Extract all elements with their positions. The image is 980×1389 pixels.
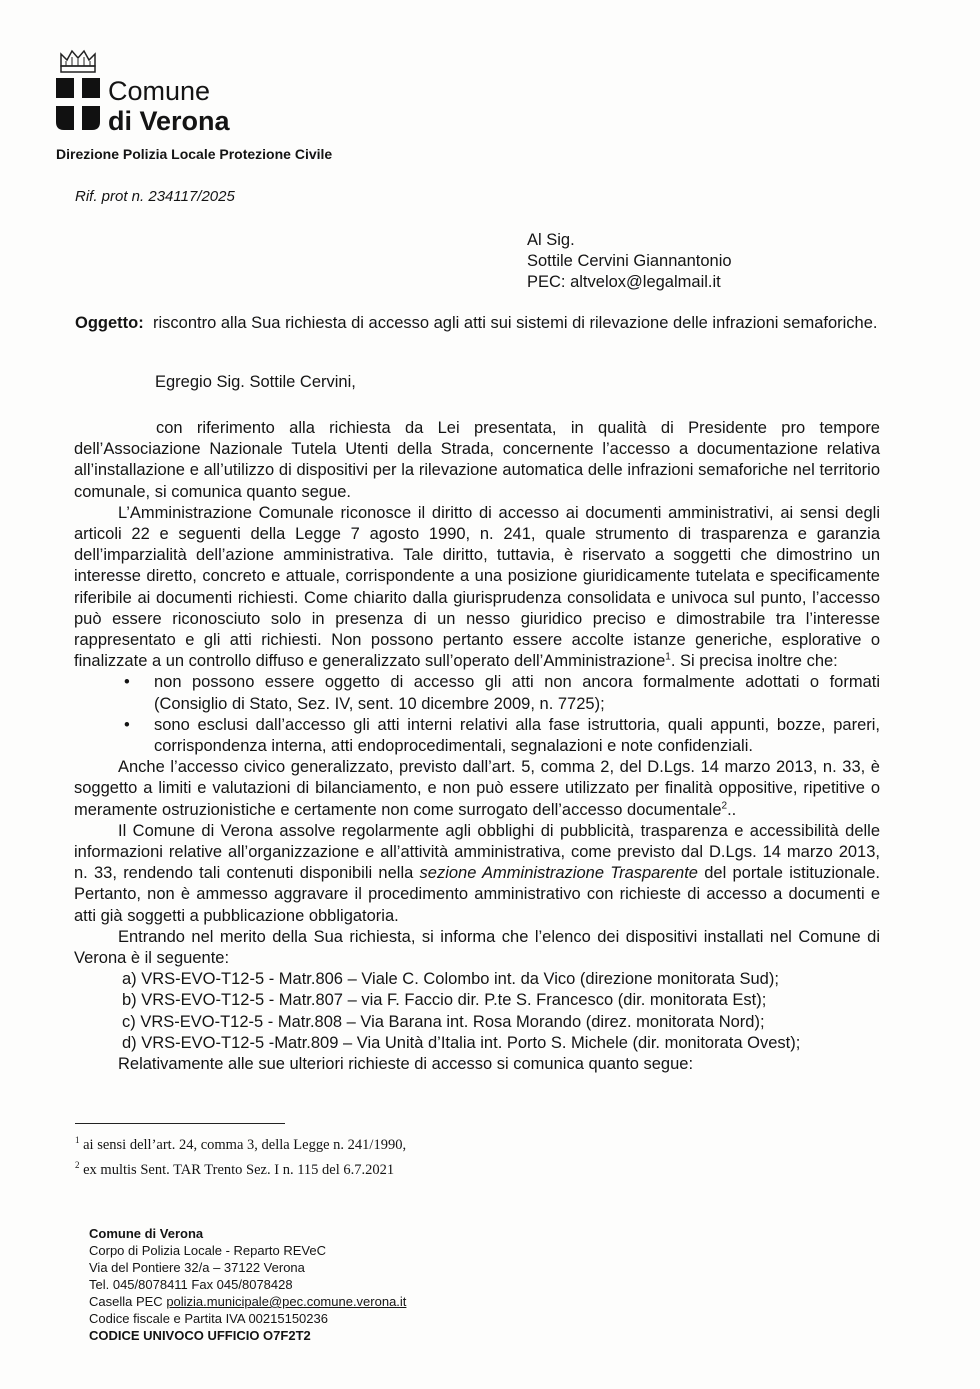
footer-phone: Tel. 045/8078411 Fax 045/8078428 [89,1277,293,1292]
footer-dept: Corpo di Polizia Locale - Reparto REVeC [89,1243,327,1258]
crown-icon [58,48,98,74]
footer-contacts [89,1225,406,1344]
recipient-name: Sottile Cervini Giannantonio [527,252,732,270]
devices-list [74,969,880,1054]
footnotes [75,1130,406,1180]
pec-email-link[interactable]: polizia.municipale@pec.comune.verona.it [166,1294,407,1309]
footnote-ref-1: 1 [665,651,671,663]
cross-shield-icon [56,78,100,130]
recipient-pec: PEC: altvelox@legalmail.it [527,273,721,291]
salutation: Egregio Sig. Sottile Cervini, [155,373,356,391]
footer-address: Via del Pontiere 32/a – 37122 Verona [89,1260,305,1275]
logo-comune: Comune [108,76,211,106]
footnote-divider [75,1123,285,1124]
footnote-ref-2: 2 [721,800,728,812]
footnote: $^1$ ai sensi dell’art. 24, comma 3, della Legge n. 241/1990, [75,1135,407,1153]
recipient-title: Al Sig. [527,231,575,249]
paragraph-5: Entrando nel merito della Sua richiesta, si informa che l’elenco dei dispositivi installati nel Comune di Verona è il seguente: [74,927,880,968]
footer-code: CODICE UNIVOCO UFFICIO O7F2T2 [89,1328,311,1343]
bullet-icon: • [124,673,130,692]
list-item: d) VRS-EVO-T12-5 -Matr.809 – Via Unità d’Italia int. Porto S. Michele (dir. monitorata Ovest); [122,1033,801,1052]
logo-di-verona: di Verona [108,106,230,136]
list-item: b) VRS-EVO-T12-5 - Matr.807 – via F. Faccio dir. P.te S. Francesco (dir. monitorata Est); [122,991,767,1010]
list-item: • non possono essere oggetto di accesso gli atti non ancora formalmente adottati o formati (Consiglio di Stato, Sez. IV, sent. 10 dicembre 2009, n. 7725); [124,673,880,713]
bullet-icon: • [124,715,130,734]
list-item: • sono esclusi dall’accesso gli atti interni relativi alla fase istruttoria, quali appunti, bozze, pareri, corrispondenza interna, atti endoprocedimentali, segnalazioni e note confidenziali. [124,715,880,756]
paragraph-1: con riferimento alla richiesta da Lei presentata, in qualità di Presidente pro tempore dell’Associazione Nazionale Tutela Utenti della Strada, concernente l’accesso a documentazione relativa all’installazione e all’utilizzo di dispositivi per la rilevazione automatica delle infrazioni semaforiche nel territorio comunale, si comunica quanto segue. [74,419,880,501]
recipient-block [527,230,732,293]
subject-block [75,313,881,334]
paragraph-2: L’Amministrazione Comunale riconosce il diritto di accesso ai documenti amministrativi, ai sensi degli articoli 22 e seguenti della Legge 7 agosto 1990, n. 241, quale strumento di trasparenza e garanzia dell’imparzialità dell’azione amministrativa. Tale diritto, tuttavia, è riservato a soggetti che dimostrino un interesse diretto, concreto e attuale, corrispondente a una posizione giuridicamente tutelata e specificamente riferibile ai documenti richiesti. Come chiarito dalla giurisprudenza consolidata e univoca sul punto, l’accesso può essere riconosciuto solo in presenza di un nesso giuridico preciso e dimostrabile tra l’interesse rappresentato e gli atti richiesti. Non possono pertanto essere accolte istanze generiche, esplorative o finalizzate a un controllo diffuso e generalizzato sull’operato dell’Amministrazione$^1$. Si precisa inoltre che: [74,503,880,671]
subject-label: Oggetto: [75,314,144,332]
comune-di-verona-logo [56,48,256,148]
exclusions-list [74,672,880,757]
footer-org: Comune di Verona [89,1226,204,1241]
protocol-reference: Rif. prot n. 234117/2025 [75,188,235,205]
list-item: a) VRS-EVO-T12-5 - Matr.806 – Viale C. Colombo int. da Vico (direzione monitorata Sud); [122,970,779,989]
subject-text: riscontro alla Sua richiesta di accesso agli atti sui sistemi di rilevazione delle infrazioni semaforiche. [153,314,878,332]
footer-tax: Codice fiscale e Partita IVA 00215150236 [89,1311,328,1326]
paragraph-6: Relativamente alle sue ulteriori richieste di accesso si comunica quanto segue: [118,1055,694,1074]
paragraph-4: Il Comune di Verona assolve regolarmente agli obblighi di pubblicità, trasparenza e accessibilità delle informazioni relative all’organizzazione e all’attività amministrativa, come previsto dal D.Lgs. 14 marzo 2013, n. 33, rendendo tali contenuti disponibili nella sezione Amministrazione Trasparente del portale istituzionale. Pertanto, non è ammesso aggravare il procedimento amministrativo con richieste di accesso a documenti e atti già soggetti a pubblicazione obbligatoria. [74,821,880,925]
footnote: $^2$ ex multis Sent. TAR Trento Sez. I n. 115 del 6.7.2021 [75,1159,395,1178]
letter-body [74,418,880,1075]
footer-pec: Casella PEC polizia.municipale@pec.comune.verona.it [89,1294,407,1309]
list-item: c) VRS-EVO-T12-5 - Matr.808 – Via Barana int. Rosa Morando (direz. monitorata Nord); [122,1012,765,1031]
paragraph-3: Anche l’accesso civico generalizzato, previsto dall’art. 5, comma 2, del D.Lgs. 14 marzo 2013, n. 33, è soggetto a limiti e valutazioni di bilanciamento, e non può essere utilizzato per finalità oppositive, ripetitive o meramente ostruzionistiche e certamente non come surrogato dell’accesso documentale$^2$.. [74,758,880,819]
office-name: Direzione Polizia Locale Protezione Civile [56,146,333,162]
